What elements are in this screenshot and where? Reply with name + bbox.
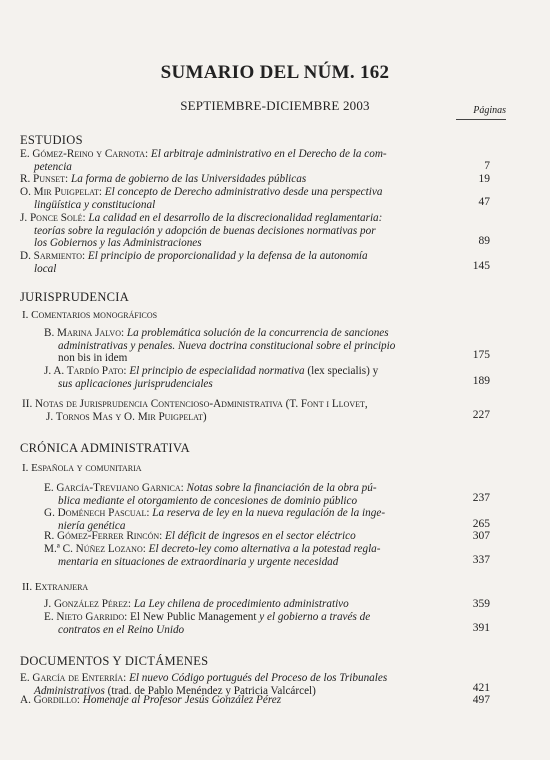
entry-title: El concepto de Derecho administrativo desde una perspectiva <box>104 186 383 198</box>
entry-page: 265 <box>472 518 490 530</box>
subsection-notas: II. Notas de Jurisprudencia Contencioso-Administrativa (T. Font i Llovet, <box>22 398 368 410</box>
entry-title-cont: lingüística y constitucional <box>34 198 156 211</box>
toc-entry-gomez-ferrer <box>44 530 492 543</box>
entry-title-cont: mentaria en situaciones de extraordinaria y urgente necesidad <box>58 555 339 568</box>
entry-author: R. Punset: <box>20 173 69 185</box>
entry-page: 145 <box>472 260 490 272</box>
entry-page: 359 <box>472 598 490 610</box>
toc-entry-gordillo <box>20 694 492 707</box>
entry-page: 7 <box>484 160 490 172</box>
entry-page: 19 <box>478 173 490 185</box>
entry-author: D. Sarmiento: <box>20 250 86 262</box>
toc-entry-garcia-trevijano <box>44 482 492 507</box>
toc-entry-nunez-lozano <box>44 543 492 568</box>
entry-title-cont: non bis in idem <box>58 352 128 364</box>
toc-entry-notas-jurisprudencia <box>22 398 492 423</box>
entry-title: La Ley chilena de procedimiento administrativo <box>133 598 349 610</box>
toc-entry-punset <box>20 173 492 186</box>
entry-title-cont: local <box>34 262 57 275</box>
entry-page: 47 <box>478 196 490 208</box>
entry-title: Notas sobre la financiación de la obra pú- <box>186 482 377 494</box>
entry-page: 175 <box>472 349 490 361</box>
section-heading-estudios: ESTUDIOS <box>20 133 83 147</box>
entry-title-cont: petencia <box>34 160 72 173</box>
entry-title: La forma de gobierno de las Universidades públicas <box>70 173 307 185</box>
entry-title: El decreto-ley como alternativa a la potestad regla- <box>148 543 381 555</box>
toc-entry-marina-jalvo <box>44 327 492 365</box>
entry-title-cont: contratos en el Reino Unido <box>58 623 185 636</box>
entry-page: 307 <box>472 530 490 542</box>
entry-title: El principio de especialidad normativa <box>129 365 305 377</box>
section-heading-documentos: DOCUMENTOS Y DICTÁMENES <box>20 654 209 668</box>
subsection-notas-cont: J. Tornos Mas y O. Mir Puigpelat) <box>46 410 207 423</box>
entry-title-cont: blica mediante el otorgamiento de concesiones de dominio público <box>58 494 358 507</box>
entry-title: El nuevo Código portugués del Proceso de los Tribunales <box>129 672 388 684</box>
entry-page: 421 <box>472 682 490 694</box>
entry-page: 497 <box>472 694 490 706</box>
entry-title: La calidad en el desarrollo de la discrecionalidad reglamentaria: <box>88 212 383 224</box>
entry-author: E. Gómez-Reino y Carnota: <box>20 148 149 160</box>
entry-author: J. A. Tardío Pato: <box>44 365 127 377</box>
toc-entry-ponce-sole <box>20 212 492 250</box>
entry-page: 391 <box>472 622 490 634</box>
entry-author: B. Marina Jalvo: <box>44 327 125 339</box>
entry-title: La problemática solución de la concurrencia de sanciones <box>126 327 389 339</box>
entry-author: J. González Pérez: <box>44 598 132 610</box>
entry-translator: (trad. de Pablo Menéndez y Patricia Valcárcel) <box>107 684 316 697</box>
entry-title-cont: administrativas y penales. Nueva doctrina constitucional sobre el principio <box>58 339 396 352</box>
entry-title-cont: teorías sobre la regulación y adopción de buenas decisiones normativas por <box>34 224 376 237</box>
issue-period: SEPTIEMBRE-DICIEMBRE 2003 <box>180 98 370 113</box>
entry-title-plain: (lex specialis) y <box>307 365 379 377</box>
section-heading-jurisprudencia: JURISPRUDENCIA <box>20 290 130 304</box>
entry-author: E. García de Enterría: <box>20 672 127 684</box>
section-heading-cronica: CRÓNICA ADMINISTRATIVA <box>20 441 190 455</box>
page-title: SUMARIO DEL NÚM. 162 <box>160 62 390 83</box>
entry-author: M.ª C. Núñez Lozano: <box>44 543 146 555</box>
pages-column-rule <box>456 119 506 120</box>
subsection-espanola: I. Española y comunitaria <box>22 462 142 474</box>
entry-title-cont: niería genética <box>58 519 126 532</box>
entry-title-cont: los Gobiernos y las Administraciones <box>34 237 202 249</box>
entry-author: R. Gómez-Ferrer Rincón: <box>44 530 163 542</box>
entry-title-cont: sus aplicaciones jurisprudenciales <box>58 377 213 390</box>
entry-title-plain: El New Public Management <box>130 611 257 623</box>
entry-page: 337 <box>472 554 490 566</box>
toc-entry-tardio-pato <box>44 365 492 390</box>
entry-author: A. Gordillo: <box>20 694 80 706</box>
entry-title: El arbitraje administrativo en el Derecho de la com- <box>150 148 387 160</box>
entry-author: E. Nieto Garrido: <box>44 611 128 623</box>
subsection-comentarios: I. Comentarios monográficos <box>22 309 158 321</box>
subsection-extranjera: II. Extranjera <box>22 581 89 593</box>
entry-author: E. García-Trevijano Garnica: <box>44 482 184 494</box>
entry-title-cont: Administrativos <box>34 684 105 697</box>
toc-entry-gonzalez-perez <box>44 598 492 611</box>
toc-entry-domenech <box>44 507 492 532</box>
entry-title: y el gobierno a través de <box>259 611 371 623</box>
entry-page: 237 <box>472 492 490 504</box>
toc-entry-mir-puigpelat <box>20 186 492 211</box>
entry-author: J. Ponce Solé: <box>20 212 86 224</box>
entry-author: O. Mir Puigpelat: <box>20 186 102 198</box>
entry-title: El déficit de ingresos en el sector eléctrico <box>165 530 356 542</box>
entry-page: 89 <box>478 235 490 247</box>
entry-title: Homenaje al Profesor Jesús González Pérez <box>82 694 282 706</box>
toc-entry-gomez-reino <box>20 148 492 173</box>
toc-entry-sarmiento <box>20 250 492 275</box>
entry-author: G. Doménech Pascual: <box>44 507 150 519</box>
entry-title: El principio de proporcionalidad y la defensa de la autonomía <box>87 250 368 262</box>
entry-page: 227 <box>472 409 490 421</box>
entry-page: 189 <box>472 375 490 387</box>
pages-column-label: Páginas <box>473 105 506 116</box>
entry-title: La reserva de ley en la nueva regulación de la inge- <box>152 507 386 519</box>
toc-entry-nieto-garrido <box>44 611 492 636</box>
